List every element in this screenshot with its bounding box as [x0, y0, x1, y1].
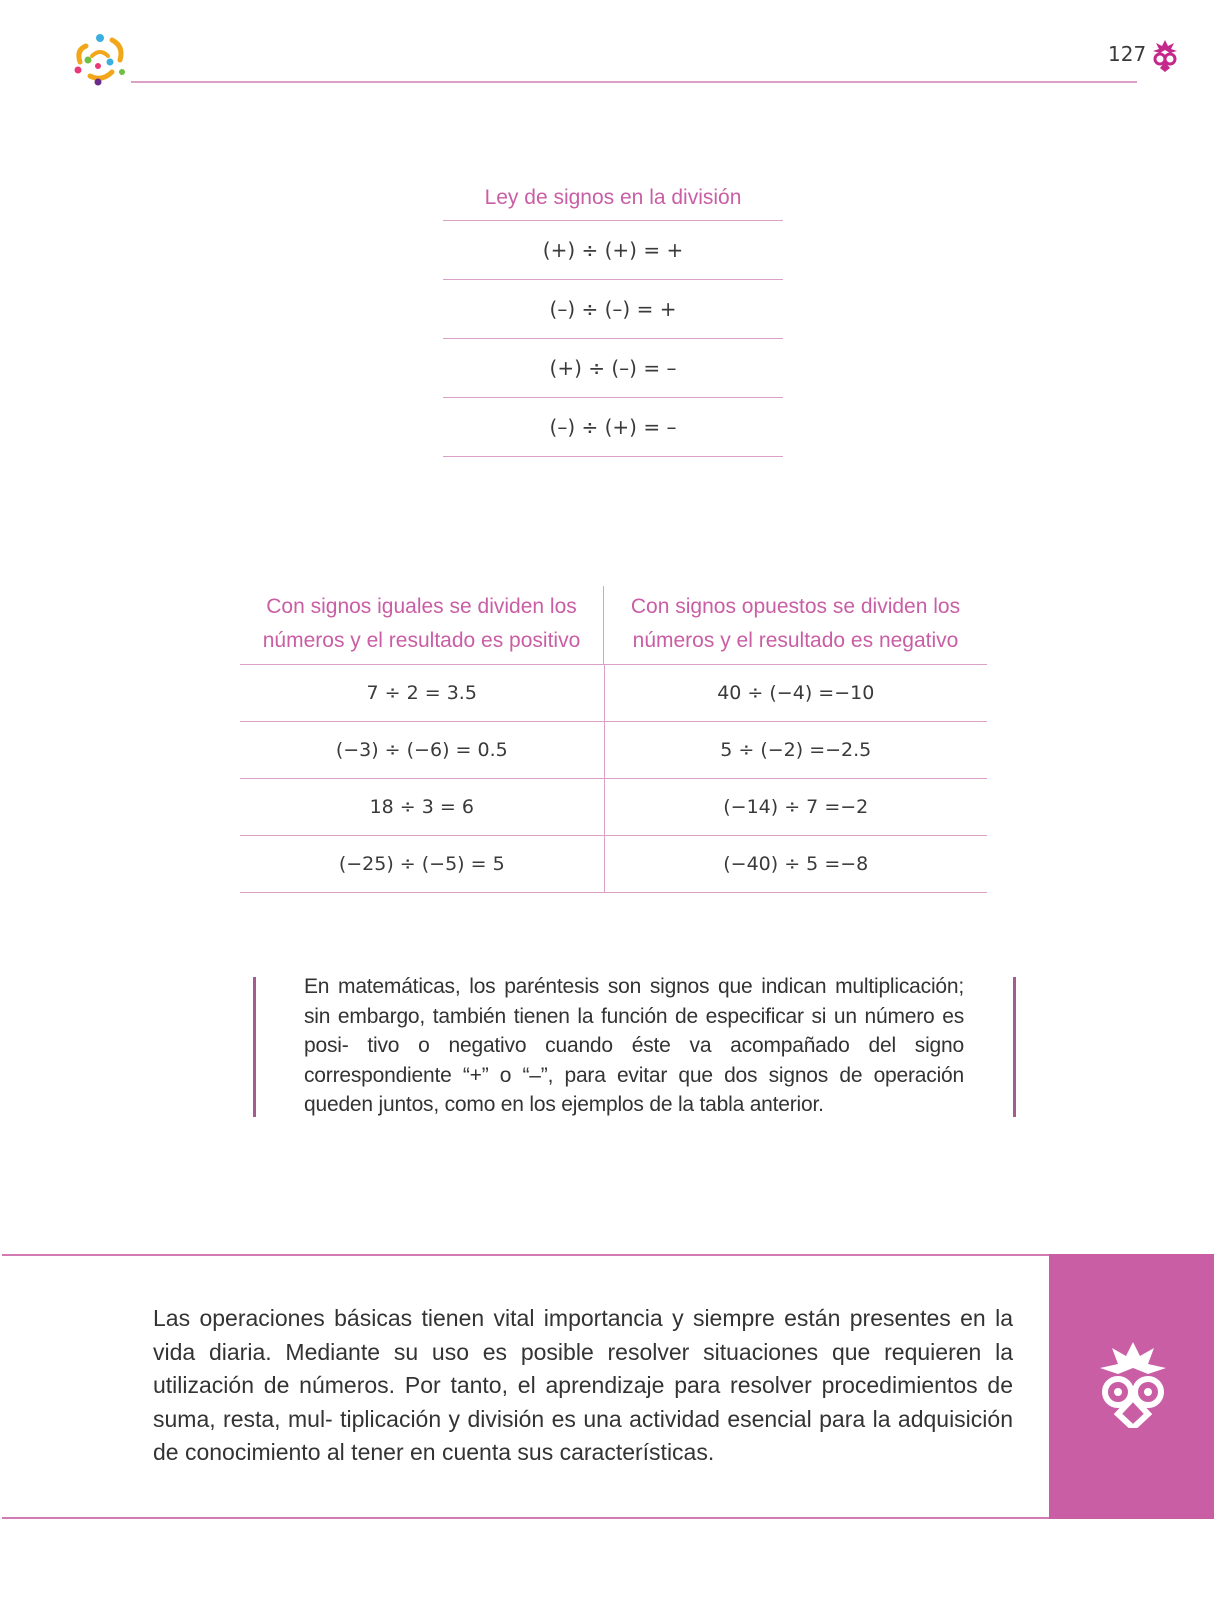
header-line: Con signos opuestos se dividen los [630, 595, 961, 618]
table-row [240, 722, 987, 779]
header-line: números y el resultado es positivo [262, 629, 581, 652]
note-paragraph: En matemáticas, los paréntesis son signos que indican multiplicación; sin embargo, también tienen la función de especificar si un número es posi- tivo o negativo cuando éste va acompañado del signo correspondiente “+” o “–”, para evitar que dos signos de operación queden juntos, como en los ejemplos de la tabla anterior. [304, 975, 964, 1116]
pink-flower-ornament-icon [1150, 38, 1180, 72]
table-row [240, 836, 987, 893]
table-cell: 7 ÷ 2 = 3.5 [240, 665, 605, 721]
header-rule [131, 81, 1137, 83]
table-cell: 5 ÷ (−2) =−2.5 [720, 739, 872, 761]
header-line: números y el resultado es negativo [632, 629, 959, 652]
table-cell: (−3) ÷ (−6) = 0.5 [240, 722, 605, 778]
signs-row: (+) ÷ (–) = – [443, 339, 783, 398]
colorful-dots-logo-icon [72, 32, 128, 86]
table-row [240, 665, 987, 722]
signs-row: (–) ÷ (+) = – [443, 398, 783, 457]
closing-top-rule [2, 1254, 1214, 1256]
signs-table-title: Ley de signos en la división [443, 180, 783, 221]
division-examples-table [240, 586, 987, 893]
header-line: Con signos iguales se dividen los [266, 595, 577, 618]
table-cell: (−14) ÷ 7 =−2 [723, 796, 869, 818]
note-right-bar [1013, 977, 1016, 1117]
table-row [240, 779, 987, 836]
table-cell: 40 ÷ (−4) =−10 [717, 682, 875, 704]
signs-row: (–) ÷ (–) = + [443, 280, 783, 339]
closing-bottom-rule [2, 1517, 1214, 1519]
white-flower-ornament-icon [1096, 1340, 1170, 1428]
division-table-header [240, 586, 987, 665]
signs-table [443, 180, 783, 457]
page-number: 127 [1108, 42, 1147, 66]
signs-row: (+) ÷ (+) = + [443, 221, 783, 280]
table-cell: (−25) ÷ (−5) = 5 [240, 836, 605, 892]
header-opposite-signs [604, 586, 987, 664]
table-cell: 18 ÷ 3 = 6 [240, 779, 605, 835]
note-left-bar [253, 977, 256, 1117]
closing-paragraph: Las operaciones básicas tienen vital importancia y siempre están presentes en la vida diaria. Mediante su uso es posible resolver situaciones que requieren la utilización de números. Por tanto, el aprendizaje para resolver procedimientos de suma, resta, mul- tiplicación y división es una actividad esencial para la adquisición de conocimiento al tener en cuenta sus características. [153, 1305, 1013, 1465]
header-equal-signs [240, 586, 604, 664]
table-cell: (−40) ÷ 5 =−8 [723, 853, 869, 875]
